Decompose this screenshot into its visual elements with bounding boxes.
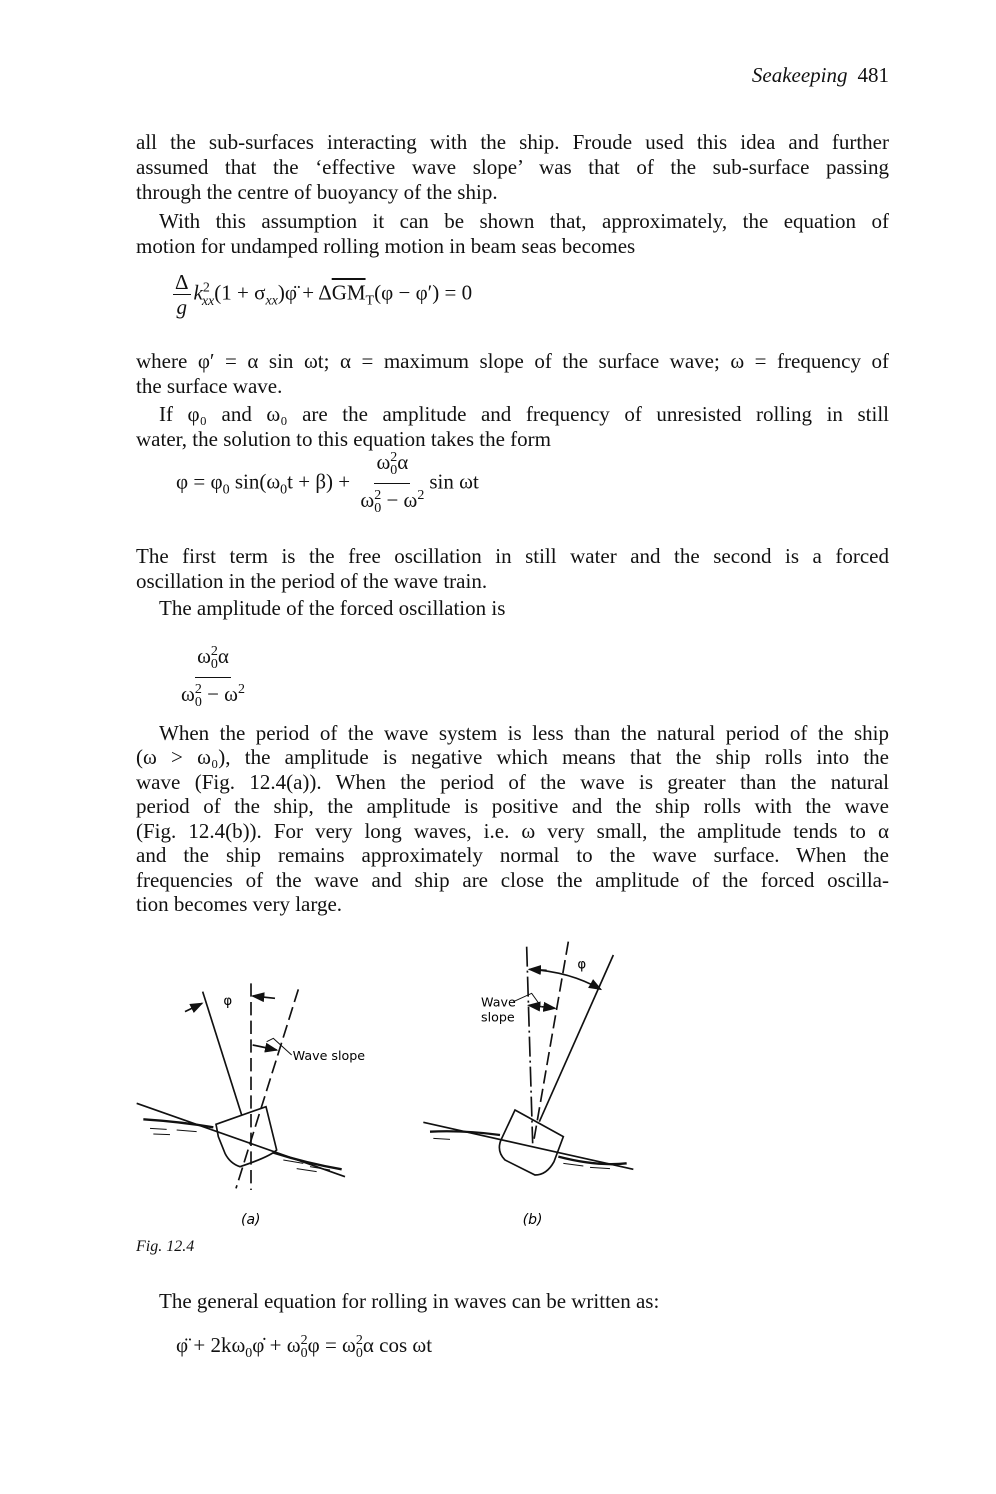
eq-term: ω [181, 682, 195, 707]
subfigure-label-b: (b) [522, 1212, 543, 1228]
eq-term: ω [197, 644, 211, 668]
figure-caption: Fig. 12.4 [136, 1238, 195, 1255]
eq-sup: 2 [355, 1333, 363, 1348]
eq-sub: 0 [210, 657, 218, 673]
eq-sub: 0 [390, 463, 398, 479]
eq-term: φ̇ + ω [252, 1333, 301, 1357]
text-line: The first term is the free oscillation in still water and the second is a forced [136, 544, 889, 568]
equation-amplitude [176, 640, 250, 715]
text-line: where φ′ = α sin ωt; α = maximum slope of the surface wave; ω = frequency of [136, 349, 889, 373]
text-line: all the sub-surfaces interacting with the ship. Froude used this idea and further [136, 130, 889, 154]
eq-term: φ = ω [307, 1333, 356, 1357]
eq-sub: xx [201, 293, 215, 309]
eq-term: sin(ω [229, 469, 281, 494]
eq-sub: 0 [300, 1346, 308, 1362]
section-title: Seakeeping [751, 63, 848, 87]
eq-term: φ̈ + 2kω [176, 1333, 246, 1357]
diagram-b [423, 942, 633, 1175]
running-header [752, 63, 889, 88]
eq-sub: 0 [194, 695, 202, 711]
eq-sup: 2 [202, 280, 210, 296]
text-line: period of the ship, the amplitude is positive and the ship rolls with the wave [136, 794, 889, 818]
equation-general-rolling [176, 1333, 432, 1362]
phi-label-b: φ [577, 957, 587, 973]
eq-term: )φ̈ + Δ [277, 280, 332, 305]
eq-term: α [397, 450, 409, 474]
eq-sub: 0 [245, 1346, 253, 1362]
eq-term: α [217, 644, 229, 668]
text-line: With this assumption it can be shown that, approximately, the equation of [159, 209, 889, 233]
eq-sub: 0 [374, 501, 382, 517]
equation-solution [176, 446, 479, 521]
equation-rolling-motion [170, 270, 472, 319]
subfigure-label-a: (a) [241, 1212, 261, 1228]
text-line: and the ship remains approximately normal to the wave surface. When the [136, 843, 889, 867]
text-line: the surface wave. [136, 374, 283, 398]
text-line: water, the solution to this equation takes the form [136, 427, 551, 451]
figure-ship-rolling [130, 930, 690, 1250]
text-line: through the centre of buoyancy of the ship. [136, 180, 498, 204]
eq-sub: xx [265, 293, 278, 309]
page-number: 481 [857, 63, 889, 87]
text-line: The amplitude of the forced oscillation is [159, 596, 506, 620]
text-line: wave (Fig. 12.4(a)). When the period of the wave is greater than the natural [136, 770, 889, 794]
eq-term: ω [376, 450, 391, 474]
slope-label-b: slope [481, 1009, 515, 1025]
text-line: motion for undamped rolling motion in beam seas becomes [136, 234, 636, 258]
eq-term: − ω [201, 682, 238, 707]
eq-sup: 2 [238, 682, 245, 698]
text-line: When the period of the wave system is less than the natural period of the ship [159, 721, 889, 745]
eq-sup: 2 [194, 682, 202, 698]
eq-sup: 2 [390, 450, 398, 465]
wave-label-b: Wave [481, 994, 516, 1010]
eq-gm: $\overline{GM}$ [331, 280, 366, 305]
text-line: If φ₀ and ω₀ are the amplitude and frequency of unresisted rolling in still [159, 402, 889, 426]
eq-term: φ = φ [176, 469, 223, 494]
text-line: The general equation for rolling in waves can be written as: [159, 1289, 660, 1313]
eq-numerator: Δ [175, 270, 189, 294]
eq-term: ω [360, 488, 375, 513]
eq-denominator: g [176, 295, 187, 319]
eq-term: (φ − φ′) = 0 [374, 280, 473, 305]
text-line: frequencies of the wave and ship are close the amplitude of the forced oscilla- [136, 868, 889, 892]
eq-term: sin ωt [429, 469, 479, 494]
eq-term: α cos ωt [362, 1333, 433, 1357]
eq-sup: 2 [374, 488, 382, 504]
text-line: (Fig. 12.4(b)). For very long waves, i.e. ω very small, the amplitude tends to α [136, 819, 889, 843]
eq-sub: 0 [222, 482, 230, 498]
text-line: oscillation in the period of the wave train. [136, 569, 488, 593]
text-line: assumed that the ‘effective wave slope’ was that of the sub-surface passing [136, 155, 889, 179]
eq-sup: 2 [210, 644, 218, 659]
eq-term: − ω [381, 488, 418, 513]
eq-term: k [193, 280, 203, 305]
text-line: (ω > ω₀), the amplitude is negative which means that the ship rolls into the [136, 745, 889, 769]
eq-sup: 2 [417, 488, 425, 504]
eq-sub: T [365, 293, 375, 309]
text-line: tion becomes very large. [136, 892, 343, 916]
wave-slope-label-a: Wave slope [292, 1048, 366, 1063]
eq-term: (1 + σ [214, 280, 266, 305]
eq-term: t + β) + [287, 469, 351, 494]
eq-sub: 0 [280, 482, 288, 498]
eq-sup: 2 [300, 1333, 308, 1348]
phi-label-a: φ [223, 994, 233, 1009]
eq-sub: 0 [355, 1346, 363, 1362]
diagram-a [137, 983, 345, 1190]
